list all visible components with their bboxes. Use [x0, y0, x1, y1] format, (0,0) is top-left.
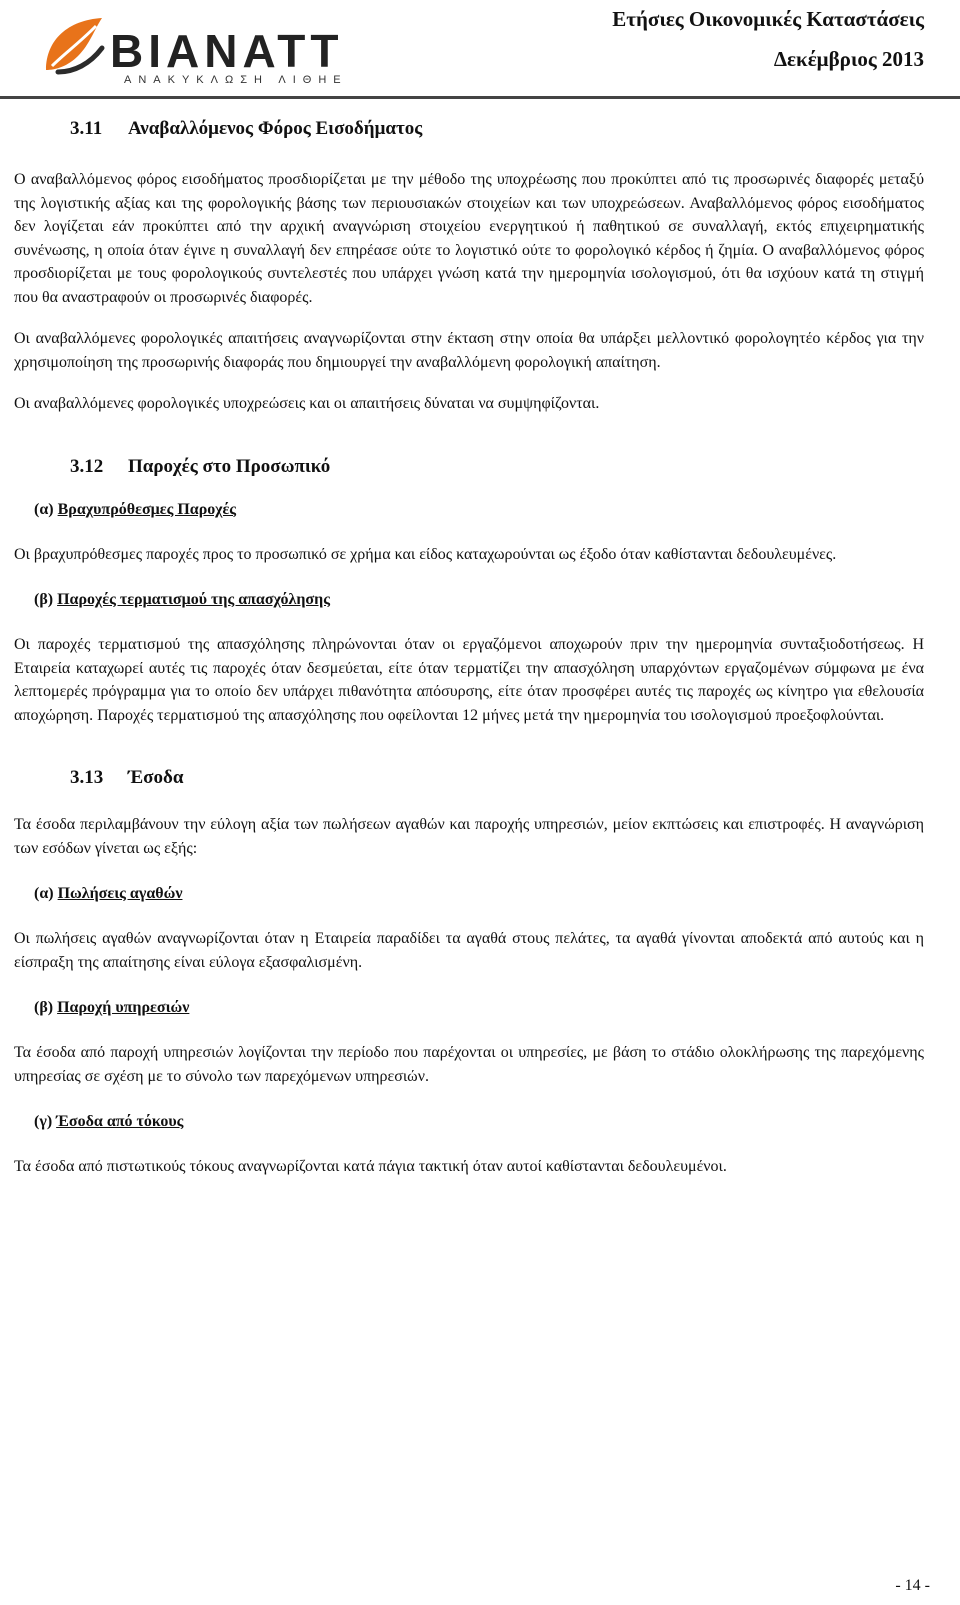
paragraph: Τα έσοδα από πιστωτικούς τόκους αναγνωρίζονται κατά πάγια τακτική όταν αυτοί καθίστανται δεδουλευμένοι. [14, 1158, 727, 1175]
subsection-title: Πωλήσεις αγαθών [57, 885, 183, 902]
subsection-title: Παροχές τερματισμού της απασχόλησης [57, 591, 330, 608]
subsection-heading [34, 1110, 924, 1133]
paragraph: Οι παροχές τερματισμού της απασχόλησης πληρώνονται όταν οι εργαζόμενοι αποχωρούν πριν την ημερομηνία συνταξιοδοτήσεως. Η Εταιρεία καταχωρεί αυτές τις παροχές όταν δεσμεύεται, είτε όταν τερματίζει την απασχόληση υπαρχόντων εργαζομένων σύμφωνα με ένα λεπτομερές πρόγραμμα για το οποίο δεν υπάρχει πιθανότητα απόσυρσης, είτε όταν προσφέρει αυτές τις παροχές ως κίνητρο για εθελουσία αποχώρηση. Παροχές τερματισμού της απασχόλησης που οφείλονται 12 μήνες μετά την ημερομηνία του ισολογισμού προεξοφλούνται. [14, 636, 924, 724]
subsection-title: Βραχυπρόθεσμες Παροχές [57, 500, 237, 518]
recycle-leaf-icon [38, 10, 118, 80]
section-title: Έσοδα [128, 767, 184, 788]
logo-wordmark: BIANATT [110, 25, 344, 77]
section-title: Αναβαλλόμενος Φόρος Εισοδήματος [128, 118, 423, 139]
subsection-heading [34, 996, 924, 1019]
document-title: Ετήσιες Οικονομικές Καταστάσεις [612, 7, 924, 31]
company-logo [38, 4, 418, 90]
document-body [14, 110, 924, 1179]
paragraph: Οι βραχυπρόθεσμες παροχές προς το προσωπικό σε χρήμα και είδος καταχωρούνται ως έξοδο όταν καθίστανται δεδουλευμένες. [14, 545, 837, 563]
section-heading-3-12 [70, 454, 924, 480]
logo-tagline: ΑΝΑΚΥΚΛΩΣΗ ΛΙΘΗΕ [124, 74, 348, 86]
section-heading-3-11 [70, 116, 924, 142]
subsection-title: Παροχή υπηρεσιών [57, 999, 190, 1016]
paragraph: Οι αναβαλλόμενες φορολογικές απαιτήσεις αναγνωρίζονται στην έκταση στην οποία θα υπάρξει μελλοντικό φορολογητέο κέρδος για την χρησιμοποίηση της προσωρινής διαφοράς που δημιουργεί την αναβαλλόμενη φορολογική απαίτηση. [14, 330, 924, 371]
section-title: Παροχές στο Προσωπικό [128, 455, 331, 477]
subsection-prefix: (β) [34, 591, 54, 608]
header-info [612, 4, 924, 74]
section-number: 3.12 [70, 455, 104, 477]
subsection-heading [34, 588, 924, 611]
page-header [0, 0, 960, 96]
subsection-title: Έσοδα από τόκους [56, 1113, 184, 1130]
page-number: - 14 - [895, 1577, 930, 1594]
document-date: Δεκέμβριος 2013 [773, 47, 924, 71]
subsection-heading [34, 498, 924, 521]
section-number: 3.13 [70, 767, 104, 788]
subsection-prefix: (α) [34, 885, 54, 902]
subsection-prefix: (α) [34, 500, 54, 518]
paragraph: Τα έσοδα περιλαμβάνουν την εύλογη αξία των πωλήσεων αγαθών και παροχής υπηρεσιών, μείον εκπτώσεις και επιστροφές. Η αναγνώριση των εσόδων γίνεται ως εξής: [14, 816, 924, 857]
subsection-prefix: (γ) [34, 1113, 53, 1130]
section-number: 3.11 [70, 118, 103, 139]
subsection-heading [34, 882, 924, 905]
paragraph: Τα έσοδα από παροχή υπηρεσιών λογίζονται την περίοδο που παρέχονται οι υπηρεσίες, με βάση το στάδιο ολοκλήρωσης της παρεχόμενης υπηρεσίας σε σχέση με το σύνολο των παρεχόμενων υπηρεσιών. [14, 1044, 924, 1085]
subsection-prefix: (β) [34, 999, 54, 1016]
header-divider [0, 96, 960, 99]
paragraph: Ο αναβαλλόμενος φόρος εισοδήματος προσδιορίζεται με την μέθοδο της υποχρέωσης που προκύπτει από τις προσωρινές διαφορές μεταξύ της λογιστικής αξίας και της φορολογικής βάσης των περιουσιακών στοιχείων και των υποχρεώσεων. Αναβαλλόμενος φόρος εισοδήματος δεν λογίζεται εάν προκύπτει από την αρχική αναγνώριση στοιχείου ενεργητικού ή παθητικού σε συναλλαγή, εκτός επιχειρηματικής συνένωσης, η οποία όταν έγινε η συναλλαγή δεν επηρέασε ούτε το λογιστικό ούτε το φορολογικό κέρδος ή ζημία. Ο αναβαλλόμενος φόρος προσδιορίζεται με τους φορολογικούς συντελεστές που υπάρχει γνώση κατά την ημερομηνία ισολογισμού, ότι θα ισχύουν κατά τη στιγμή που θα αναστραφούν οι προσωρινές διαφορές. [14, 171, 924, 306]
paragraph: Οι αναβαλλόμενες φορολογικές υποχρεώσεις και οι απαιτήσεις δύναται να συμψηφίζονται. [14, 395, 600, 412]
section-heading-3-13 [70, 765, 924, 791]
paragraph: Οι πωλήσεις αγαθών αναγνωρίζονται όταν η Εταιρεία παραδίδει τα αγαθά στους πελάτες, τα αγαθά γίνονται αποδεκτά από αυτούς και η είσπραξη της απαίτησης είναι εύλογα εξασφαλισμένη. [14, 930, 924, 971]
